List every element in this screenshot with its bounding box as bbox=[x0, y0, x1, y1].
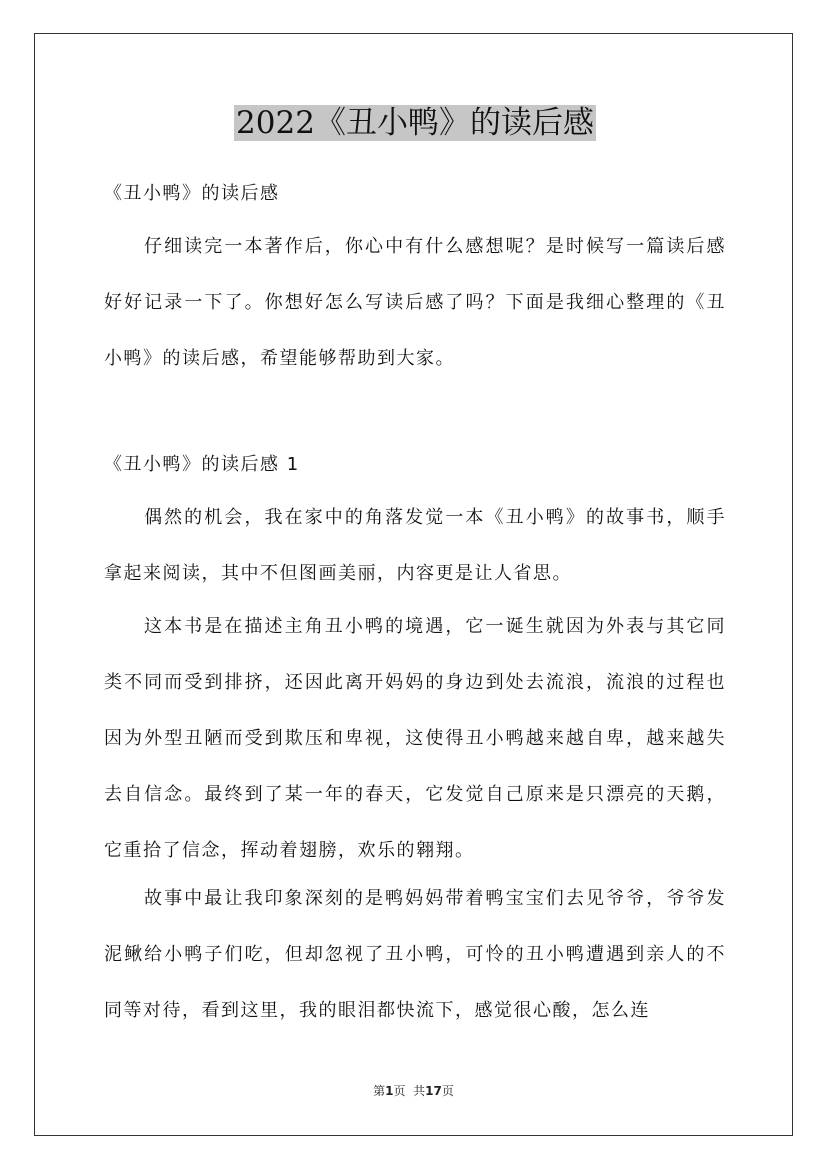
page-footer bbox=[0, 1082, 827, 1099]
page-suffix: 页 bbox=[393, 1084, 406, 1098]
total-pages: 17 bbox=[425, 1084, 442, 1098]
paragraph-story-summary: 这本书是在描述主角丑小鸭的境遇，它一诞生就因为外表与其它同类不同而受到排挤，还因此离开妈妈的身边到处去流浪，流浪的过程也因为外型丑陋而受到欺压和卑视，这使得丑小鸭越来越自卑，越来越失去自信念。最终到了某一年的春天，它发觉自己原来是只漂亮的天鹅，它重拾了信念，挥动着翅膀，欢乐的翱翔。 bbox=[104, 616, 726, 861]
document-title-text: 2022《丑小鸭》的读后感 bbox=[236, 105, 594, 141]
section-heading-1: 《丑小鸭》的读后感 1 bbox=[104, 454, 300, 475]
total-suffix: 页 bbox=[441, 1084, 454, 1098]
section-heading-intro: 《丑小鸭》的读后感 bbox=[104, 183, 280, 204]
paragraph-discovery: 偶然的机会，我在家中的角落发觉一本《丑小鸭》的故事书，顺手拿起来阅读，其中不但图画美丽，内容更是让人省思。 bbox=[104, 507, 726, 584]
paragraph-impression: 故事中最让我印象深刻的是鸭妈妈带着鸭宝宝们去见爷爷，爷爷发泥鳅给小鸭子们吃，但却忽视了丑小鸭，可怜的丑小鸭遭遇到亲人的不同等对待，看到这里，我的眼泪都快流下，感觉很心酸，怎么连 bbox=[104, 888, 726, 1021]
page-prefix: 第 bbox=[373, 1084, 386, 1098]
page-number: 1 bbox=[385, 1084, 394, 1098]
total-prefix: 共 bbox=[413, 1084, 426, 1098]
paragraph-intro: 仔细读完一本著作后，你心中有什么感想呢？是时候写一篇读后感好好记录一下了。你想好怎么写读后感了吗？下面是我细心整理的《丑小鸭》的读后感，希望能够帮助到大家。 bbox=[104, 236, 726, 369]
document-title bbox=[104, 101, 726, 145]
